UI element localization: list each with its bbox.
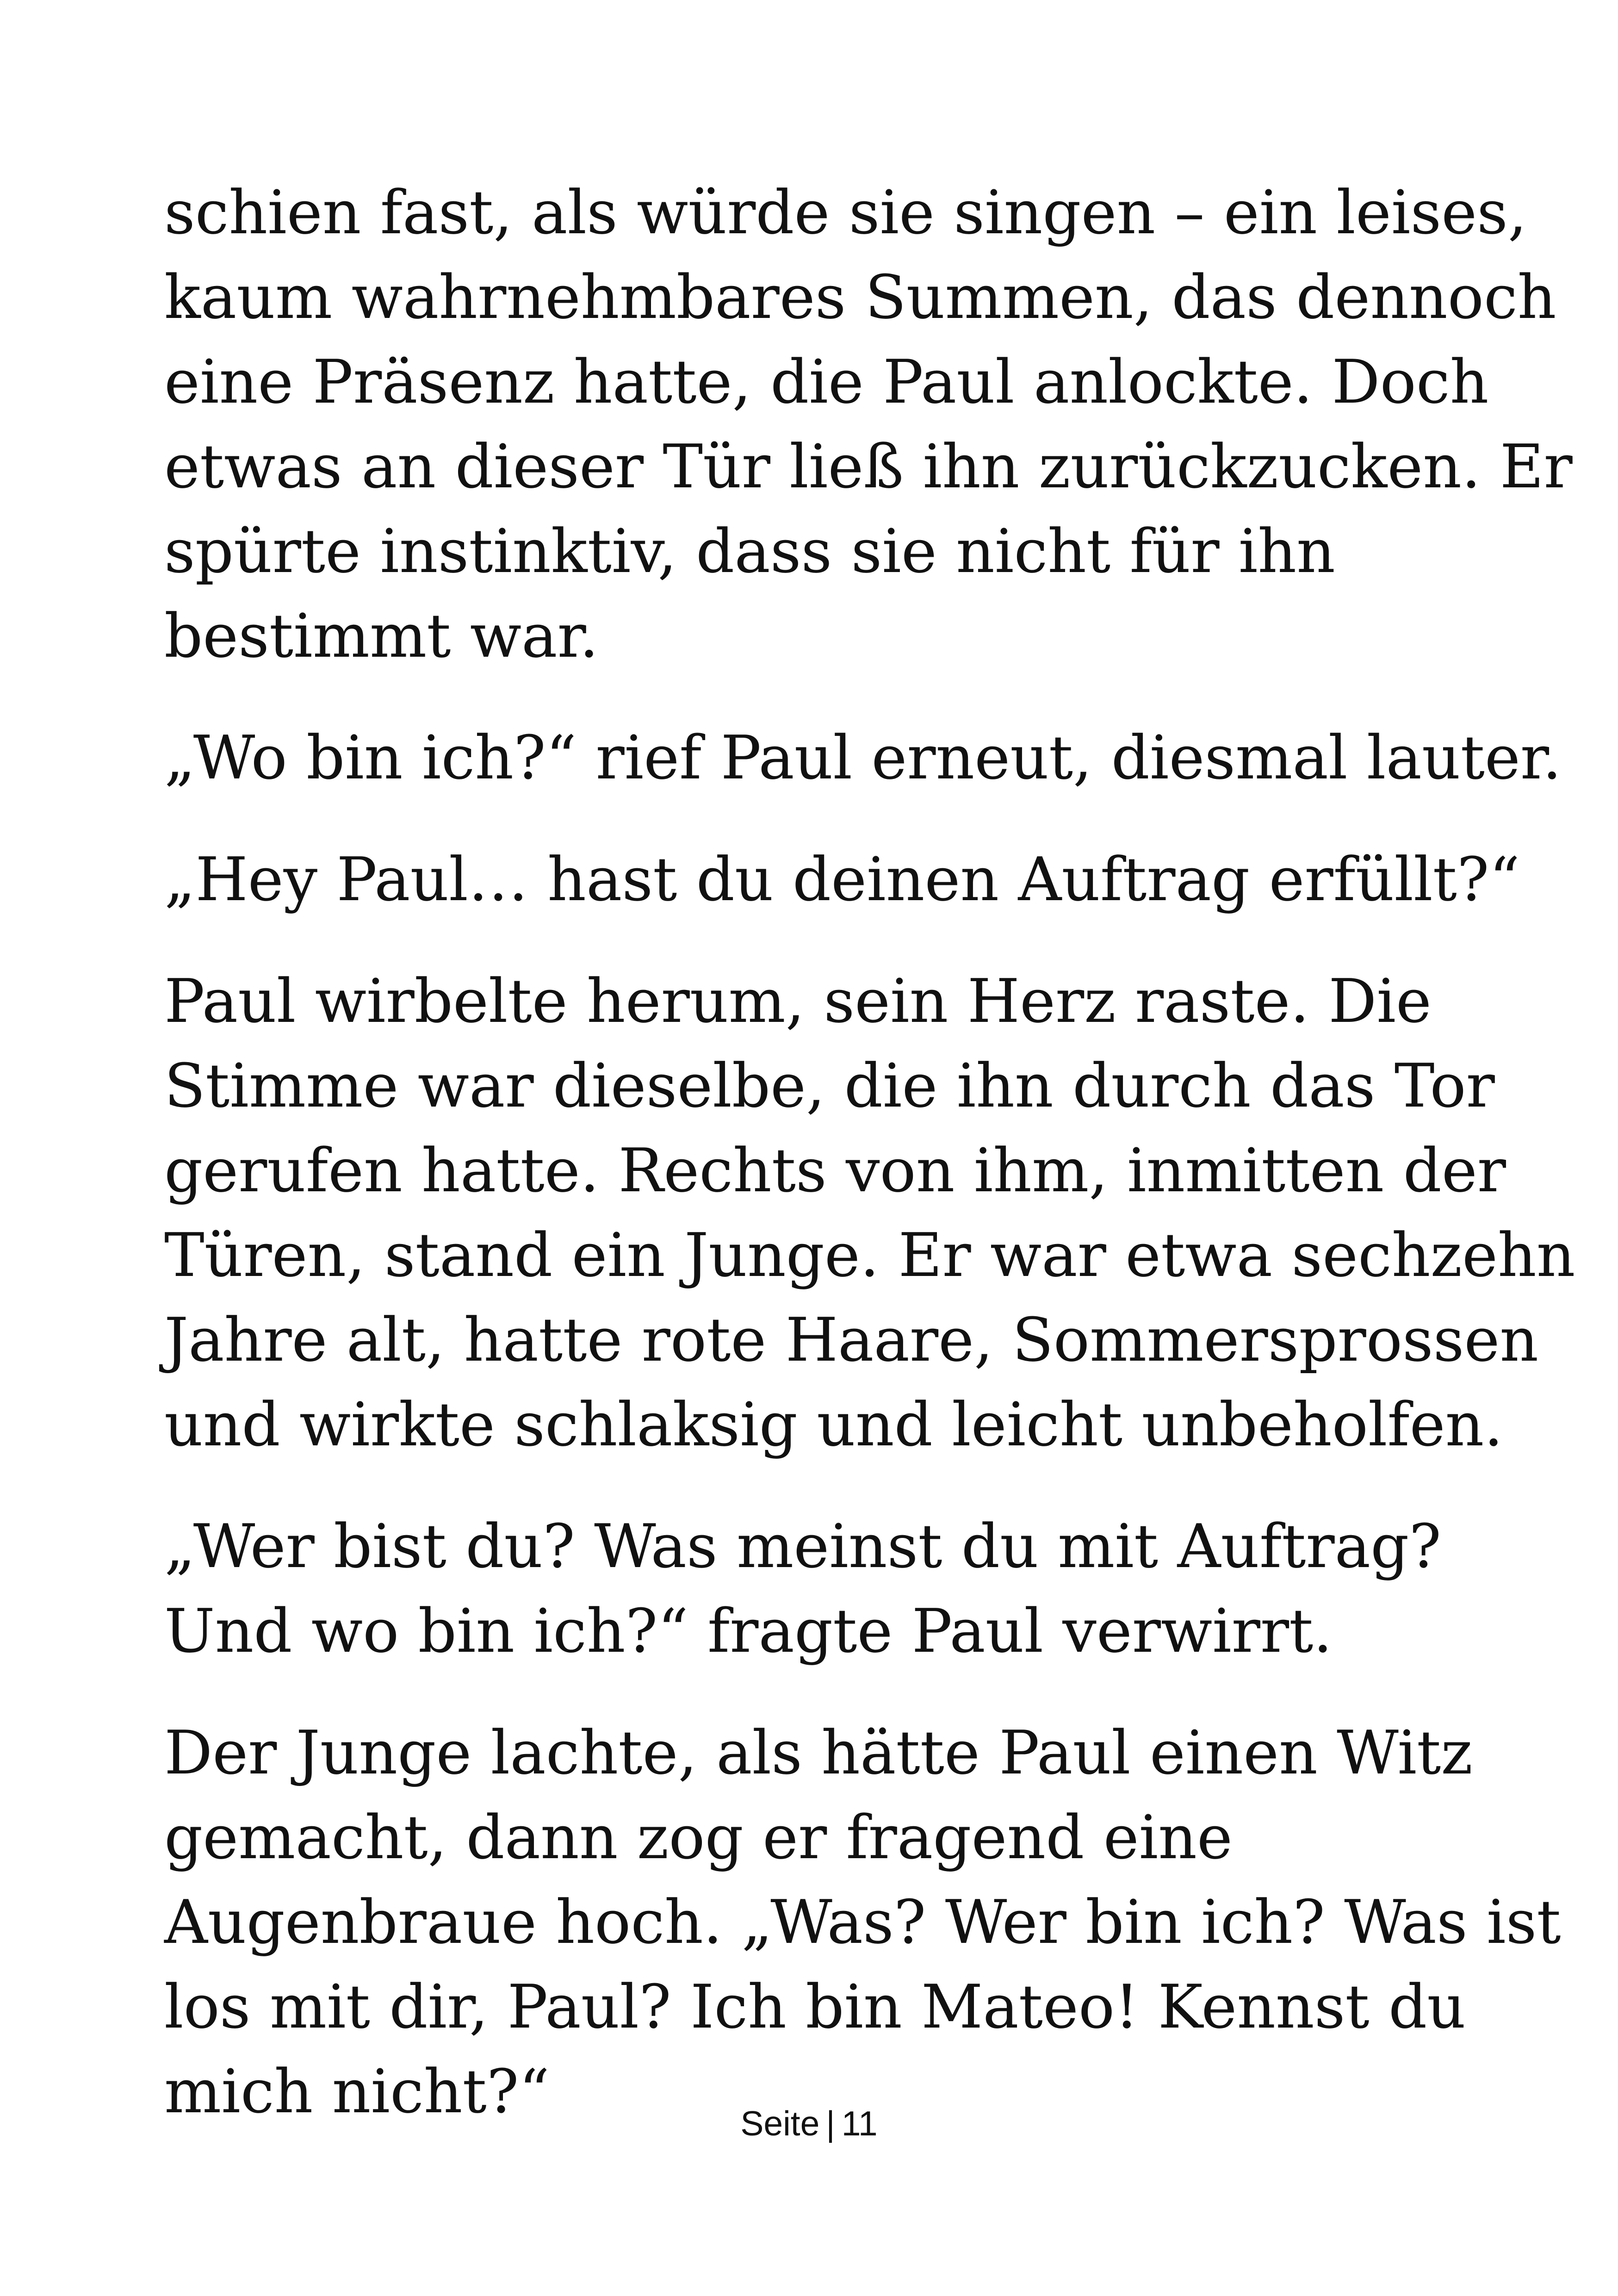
text-line: Der Junge lachte, als hätte Paul einen Witz <box>164 1717 1473 1788</box>
body-text <box>164 170 1575 2171</box>
page-footer <box>0 2103 1618 2143</box>
footer-separator: | <box>826 2104 835 2143</box>
text-line: gerufen hatte. Rechts von ihm, inmitten der <box>164 1135 1506 1206</box>
text-line: „Wo bin ich?“ rief Paul erneut, diesmal lauter. <box>164 722 1562 793</box>
paragraph <box>164 170 1573 678</box>
paragraph <box>164 837 1520 922</box>
text-line: etwas an dieser Tür ließ ihn zurückzucken. Er <box>164 431 1573 502</box>
text-line: Paul wirbelte herum, sein Herz raste. Die <box>164 966 1432 1036</box>
text-line: spürte instinktiv, dass sie nicht für ihn <box>164 516 1335 586</box>
text-line: Jahre alt, hatte rote Haare, Sommersprossen <box>164 1305 1539 1375</box>
text-line: gemacht, dann zog er fragend eine <box>164 1802 1233 1873</box>
text-line: mich nicht?“ <box>164 2056 550 2127</box>
text-line: bestimmt war. <box>164 601 599 671</box>
paragraph <box>164 1504 1464 1674</box>
text-line: Stimme war dieselbe, die ihn durch das Tor <box>164 1051 1495 1121</box>
text-line: Und wo bin ich?“ fragte Paul verwirrt. <box>164 1596 1333 1666</box>
paragraph <box>164 1711 1561 2134</box>
page-label: Seite <box>740 2104 820 2143</box>
text-line: kaum wahrnehmbares Summen, das dennoch <box>164 262 1556 332</box>
text-line: los mit dir, Paul? Ich bin Mateo! Kennst du <box>164 1972 1466 2042</box>
text-line: Türen, stand ein Junge. Er war etwa sechzehn <box>164 1220 1575 1290</box>
text-line: Augenbraue hoch. „Was? Wer bin ich? Was ist <box>164 1887 1561 1957</box>
paragraph <box>164 959 1575 1467</box>
text-line: eine Präsenz hatte, die Paul anlockte. Doch <box>164 347 1489 417</box>
paragraph <box>164 716 1562 800</box>
text-line: „Hey Paul… hast du deinen Auftrag erfüllt?“ <box>164 844 1520 915</box>
text-line: und wirkte schlaksig und leicht unbeholfen. <box>164 1389 1503 1460</box>
text-line: „Wer bist du? Was meinst du mit Auftrag? <box>164 1511 1442 1581</box>
page-number: 11 <box>841 2104 878 2143</box>
text-line: schien fast, als würde sie singen – ein leises, <box>164 177 1527 248</box>
